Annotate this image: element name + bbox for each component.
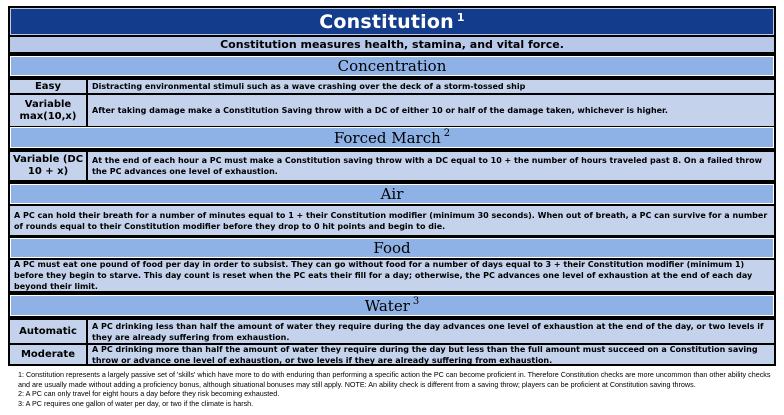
concentration-row-text (88, 95, 774, 126)
water-footnote-ref: 3 (412, 296, 420, 307)
label-variable-dc: Variable (DC 10 + x) (12, 154, 84, 177)
title-footnote-ref: 1 (456, 11, 465, 24)
air-text (10, 206, 774, 235)
water-row-label (10, 345, 86, 364)
constitution-table (8, 6, 776, 366)
forced-march-footnote-ref: 2 (443, 128, 451, 139)
page-title (10, 8, 774, 35)
subtitle-text: Constitution measures health, stamina, and vital force. (220, 38, 564, 51)
concentration-row-label (10, 95, 86, 126)
concentration-heading-text: Concentration (337, 57, 447, 75)
label-automatic: Automatic (19, 325, 77, 337)
label-easy: Easy (34, 80, 62, 92)
footnote-3: 3: A PC requires one gallon of water per day, or two if the climate is harsh. (18, 398, 254, 408)
section-heading-food (10, 238, 774, 258)
air-paragraph: A PC can hold their breath for a number of minutes equal to 1 + their Constitution modifier (minimum 30 seconds). When out of breath, a PC can survive for a number of rounds equal to their Constitution modifier before they drop to 0 hit points and begin to die. (14, 210, 768, 231)
water-row-text (88, 320, 774, 343)
footnote-1: 1: Constitution represents a largely passive set of 'skills' which have more to do with enduring than performing a specific action the PC can become proficient in. Therefore Constitution checks are more uncommon than other ability checks and are usually made without adding a proficiency bonus, although situational bonuses may still apply. NOTE: An ability check is different from a saving throw; players can be proficient at Constitution saving throws. (18, 370, 771, 389)
concentration-row-text (88, 80, 774, 93)
footnotes (18, 370, 778, 408)
food-text (10, 260, 774, 291)
text-easy: Distracting environmental stimuli such as a wave crashing over the deck of a storm-tossed ship (92, 82, 526, 91)
forced-march-row-label (10, 152, 86, 180)
forced-march-row-text (88, 152, 774, 180)
footnote-2: 2: A PC can only travel for eight hours a day before they risk becoming exhausted. (18, 389, 280, 399)
section-heading-concentration (10, 56, 774, 76)
water-row-label (10, 320, 86, 343)
label-variable-max: Variable max(10,x) (19, 98, 77, 122)
air-heading-text: Air (380, 185, 404, 203)
title-text: Constitution (319, 10, 454, 33)
water-row-text (88, 345, 774, 364)
text-variable-max: After taking damage make a Constitution Saving throw with a DC of either 10 or half of the damage taken, whichever is higher. (92, 106, 668, 115)
section-heading-air (10, 184, 774, 204)
water-heading-text: Water (364, 296, 410, 315)
subtitle (10, 37, 774, 52)
food-paragraph: A PC must eat one pound of food per day in order to subsist. They can go without food for a number of days equal to 3 + their Constitution modifier (minimum 1) before they begin to starve. This day count is reset when the PC eats their fill for a day; otherwise, the PC advances one level of exhaustion at the end of each day beyond their limit. (14, 260, 753, 291)
label-moderate: Moderate (20, 348, 75, 360)
text-moderate: A PC drinking more than half the amount of water they require during the day but less than the full amount must succeed on a Constitution saving throw or advance one level of exhaustion, or two levels if they are already suffering from exhaustion. (92, 345, 758, 364)
forced-march-heading-text: Forced March (333, 128, 441, 147)
concentration-row-label (10, 80, 86, 93)
text-variable-dc: At the end of each hour a PC must make a Constitution saving throw with a DC equal to 10 + the number of hours traveled past 8. On a failed throw the PC advances one level of exhaustion. (92, 156, 763, 176)
section-heading-forced-march (10, 127, 774, 148)
section-heading-water (10, 295, 774, 316)
food-heading-text: Food (373, 239, 411, 257)
text-automatic: A PC drinking less than half the amount of water they require during the day advances one level of exhaustion at the end of the day, or two levels if they are already suffering from exhaustion. (92, 321, 764, 342)
